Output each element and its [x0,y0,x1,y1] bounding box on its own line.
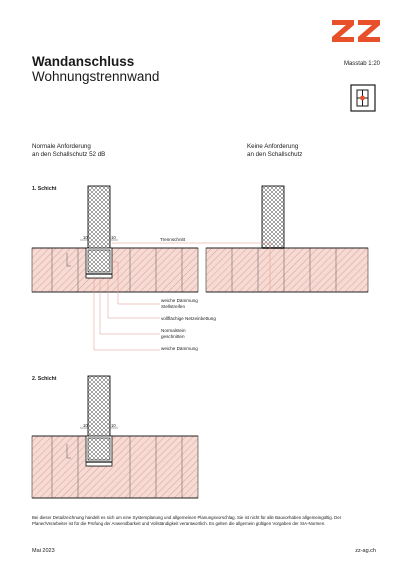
requirement-right-line1: Keine Anforderung [247,143,299,150]
requirement-left-line1: Normale Anforderung [32,143,91,150]
dimension-label: 10 [83,235,88,240]
label-weiche-daemmung: weiche Dämmung [161,346,198,351]
partition-wall [262,186,284,248]
section2-assembly [32,376,198,498]
floor-slab [32,248,198,292]
requirement-right-line2: an den Schallschutz [247,151,303,158]
footer-date: Mai 2023 [32,548,55,554]
disclaimer-text: Bei dieser Detailzeichnung handelt es sich um eine Systemplanung und allgemeinen Planungsvorschlag. Sie ist nicht für alle Bauvorhaben allgemeingültig. Der Planer/Verarbeiter ist für die Prüfung der Anwendbarkeit und Vollständigkeit verantwortlich. Es gelten die allgemein gültigen Vorgaben der SIA-Normen. [32,515,342,526]
page-subtitle: Wohnungstrennwand [32,69,160,84]
section-label-first: 1. Schicht [32,186,57,192]
footer-website-link[interactable]: zz-ag.ch [355,548,376,554]
label-daemmung-stellstreifen: Stellstreifen [161,304,186,309]
dimension-label: 10 [83,423,88,428]
dimension-label: 10 [111,235,116,240]
section1-right-assembly [206,186,368,292]
dimension-label: 10 [111,423,116,428]
page-title: Wandanschluss [32,54,135,69]
label-normalstein: Normalstein [161,328,186,333]
requirement-left-line2: an den Schallschutz 52 dB [32,151,106,158]
scale-label: Masstab 1:20 [343,61,380,67]
section-label-second: 2. Schicht [32,376,57,382]
label-netzeinbettung: vollflächige Netzeinbettung [161,316,216,321]
label-trennschnitt: Trennschnitt [160,237,186,242]
label-daemmung-stellstreifen: weiche Dämmung [161,298,198,303]
label-normalstein: geschnitten [161,334,185,339]
